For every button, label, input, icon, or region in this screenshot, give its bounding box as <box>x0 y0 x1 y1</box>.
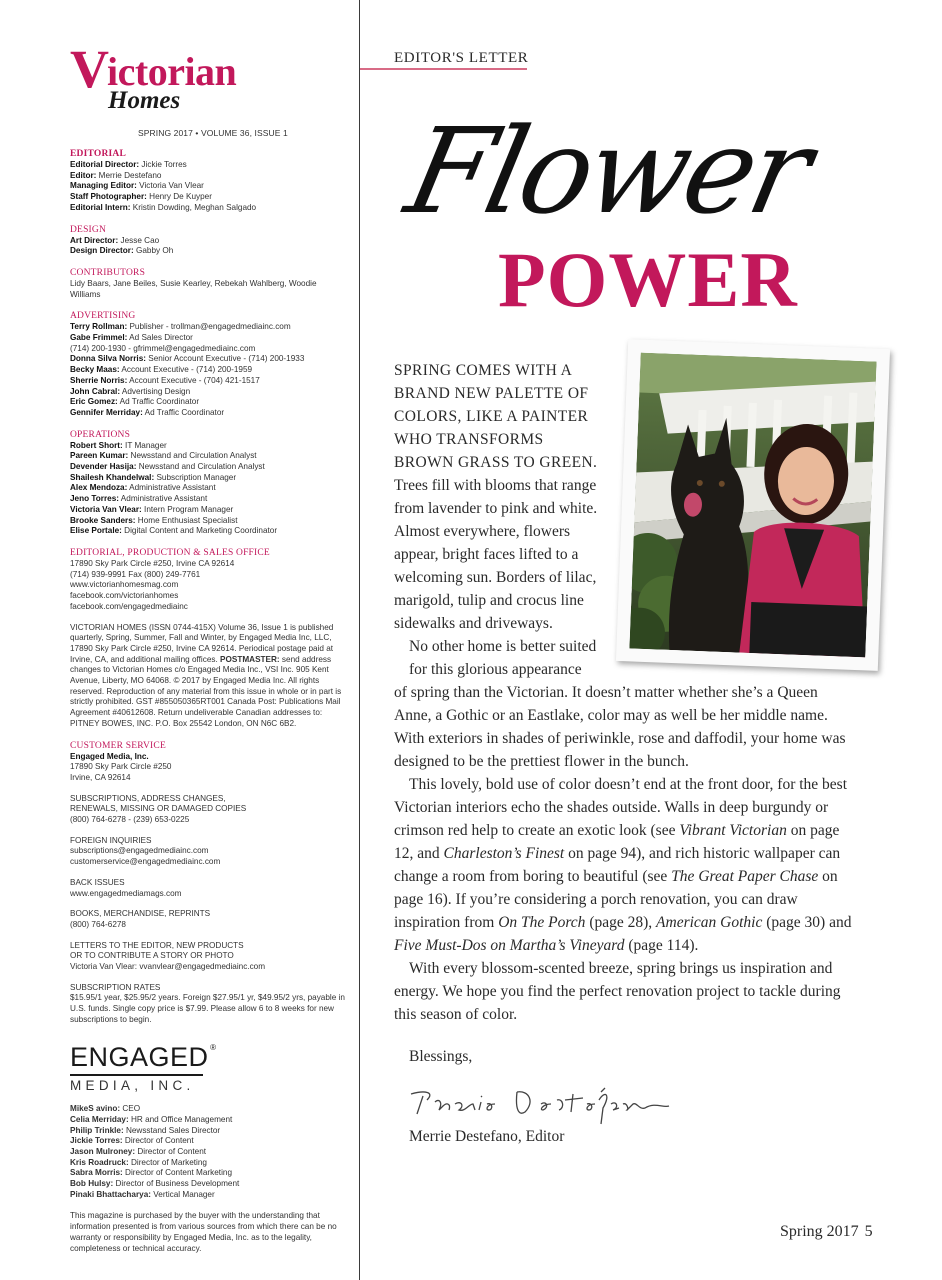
staff-row: facebook.com/victorianhomes <box>70 591 179 601</box>
staff-row: Robert Short: IT Manager <box>70 440 167 450</box>
staff-sections <box>70 149 345 613</box>
corporate-staff-row: Jason Mulroney: Director of Content <box>70 1146 207 1156</box>
title-power: POWER <box>498 236 798 323</box>
corporate-staff-row: Sabra Morris: Director of Content Marketing <box>70 1168 232 1178</box>
staff-row: Gabe Frimmel: Ad Sales Director <box>70 333 193 343</box>
corporate-staff <box>70 1104 345 1200</box>
text-line: SPRING COMES WITH A <box>394 362 573 379</box>
staff-row: Managing Editor: Victoria Van Vlear <box>70 181 204 191</box>
letter-body <box>394 359 854 1026</box>
text-line: Almost everywhere, flowers <box>394 523 571 540</box>
signature-text: Merrie Destefano <box>405 1080 413 1081</box>
text-line: BROWN GRASS TO GREEN. <box>394 454 598 471</box>
column-divider <box>359 0 360 1280</box>
section-label: EDITOR'S LETTER <box>394 50 529 66</box>
staff-row: Editor: Merrie Destefano <box>70 170 162 180</box>
info-block: BACK ISSUES www.engagedmediamags.com <box>70 877 182 898</box>
corporate-staff-row: MikeS avino: CEO <box>70 1104 141 1114</box>
staff-row: 17890 Sky Park Circle #250, Irvine CA 92614 <box>70 558 235 568</box>
masthead-section <box>70 548 345 613</box>
text-line: WHO TRANSFORMS <box>394 431 544 448</box>
text-line: marigold, tulip and crocus line <box>394 592 584 609</box>
paragraph-3: This lovely, bold use of color doesn’t end at the front door, for the best Victorian interiors echo the shades outside. Walls in deep burgundy or crimson red help to create an exotic look (see Vibrant Victorian on page 12, and Charleston’s Finest on page 94), and rich historic wallpaper can change a room from boring to beautiful (see The Great Paper Chase on page 16). If you’re considering a porch renovation, you can draw inspiration from On The Porch (page 28), American Gothic (page 30) and Five Must-Dos on Martha’s Vineyard (page 114). <box>394 776 852 954</box>
text-line: sidewalks and driveways. <box>394 615 553 632</box>
corporate-staff-row: Philip Trinkle: Newsstand Sales Director <box>70 1125 221 1135</box>
info-block: BOOKS, MERCHANDISE, REPRINTS (800) 764-6278 <box>70 909 211 929</box>
staff-row: Art Director: Jesse Cao <box>70 235 160 245</box>
section-heading: EDITORIAL <box>70 149 127 159</box>
masthead-section <box>70 225 345 257</box>
staff-row: Becky Maas: Account Executive - (714) 200-1959 <box>70 365 253 375</box>
staff-row: Donna Silva Norris: Senior Account Executive - (714) 200-1933 <box>70 354 305 364</box>
logo-initial: V <box>70 39 109 99</box>
opening-paragraph-lead <box>394 359 612 474</box>
paragraph-2-wide: of spring than the Victorian. It doesn’t matter whether she’s a Queen Anne, a Gothic or an Eastlake, color may as well be her middle name. With exteriors in shades of periwinkle, rose and daffodil, your home was designed to be the prettiest flower in the bunch. <box>394 684 846 770</box>
issue-line: SPRING 2017 • VOLUME 36, ISSUE 1 <box>138 128 288 138</box>
info-block: SUBSCRIPTION RATES $15.95/1 year, $25.95/2 years. Foreign $27.95/1 yr, $49.95/2 yrs, payable in U.S. funds. Single copy price is $7.99. Please allow 6 to 8 weeks for new subscriptions to begin. <box>70 982 345 1024</box>
editor-name: Merrie Destefano, Editor <box>409 1128 565 1145</box>
staff-row: Devender Hasija: Newsstand and Circulation Analyst <box>70 462 265 472</box>
staff-row: Shailesh Khandelwal: Subscription Manager <box>70 472 237 482</box>
corporate-staff-row: Celia Merriday: HR and Office Management <box>70 1114 233 1124</box>
staff-row: Sherrie Norris: Account Executive - (704) 421-1517 <box>70 375 260 385</box>
title-script: Flower <box>395 102 820 240</box>
staff-row: Pareen Kumar: Newsstand and Circulation Analyst <box>70 451 257 461</box>
text-line: Trees fill with blooms that range <box>394 477 597 494</box>
staff-row: Jeno Torres: Administrative Assistant <box>70 494 208 504</box>
page-folio <box>780 1223 873 1241</box>
staff-row: Alex Mendoza: Administrative Assistant <box>70 483 216 493</box>
info-block: SUBSCRIPTIONS, ADDRESS CHANGES, RENEWALS, MISSING OR DAMAGED COPIES (800) 764-6278 - (239) 653-0225 <box>70 793 247 825</box>
logo-subtitle: Homes <box>108 87 181 114</box>
corporate-staff-row: Pinaki Bhattacharya: Vertical Manager <box>70 1189 215 1199</box>
contact-info-blocks <box>70 794 345 1026</box>
masthead-section <box>70 149 345 214</box>
staff-row: Staff Photographer: Henry De Kuyper <box>70 192 212 202</box>
masthead <box>70 39 345 1254</box>
text-line: appear, bright faces lifted to a <box>394 546 579 563</box>
text-line: welcoming sun. Borders of lilac, <box>394 569 597 586</box>
text-line: for this glorious appearance <box>409 661 582 678</box>
section-heading: OPERATIONS <box>70 429 131 440</box>
staff-row: Eric Gomez: Ad Traffic Coordinator <box>70 397 200 407</box>
corporate-staff-row: Kris Roadruck: Director of Marketing <box>70 1157 207 1167</box>
staff-row: facebook.com/engagedmediainc <box>70 601 188 611</box>
corporate-staff-row: Jickie Torres: Director of Content <box>70 1136 194 1146</box>
logo-wordmark: ictorian <box>107 49 237 94</box>
section-heading: DESIGN <box>70 224 107 235</box>
section-heading: CUSTOMER SERVICE <box>70 740 166 751</box>
staff-row: John Cabral: Advertising Design <box>70 386 191 396</box>
section-heading: CONTRIBUTORS <box>70 267 146 278</box>
masthead-section <box>70 430 345 537</box>
legal-notice: VICTORIAN HOMES (ISSN 0744-415X) Volume 36, Issue 1 is published quarterly, Spring, Summer, Fall and Winter, by Engaged Media Inc, LLC, 17890 Sky Park Circle #250, Irvine CA 92614. Periodical postage paid at Irvine, CA, and additional mailing offices. POSTMASTER: send address changes to Victorian Homes c/o Engaged Media Inc., VSI Inc. 905 Kent Avenue, Liberty, MO 64068. © 2017 by Engaged Media Inc. All rights reserved. Reproduction of any material from this issue in whole or in part is strictly prohibited. GST #855050365RT001 Canada Post: Publications Mail Agreement #40612608. Return undeliverable Canadian addresses to: PITNEY BOWES, INC. P.O. Box 25542 London, ON N6C 6B2. <box>70 622 342 728</box>
text-line: COLORS, LIKE A PAINTER <box>394 408 589 425</box>
customer-service: CUSTOMER SERVICE Engaged Media, Inc. 17890 Sky Park Circle #250 Irvine, CA 92614 <box>70 741 345 784</box>
opening-paragraph-body <box>394 474 612 635</box>
paragraph-2-narrow <box>394 635 612 681</box>
masthead-section <box>70 268 345 300</box>
info-block: LETTERS TO THE EDITOR, NEW PRODUCTS OR TO CONTRIBUTE A STORY OR PHOTO Victoria Van Vlear: vvanvlear@engagedmediainc.com <box>70 940 266 972</box>
section-heading: ADVERTISING <box>70 311 136 322</box>
staff-row: (714) 939-9991 Fax (800) 249-7761 <box>70 569 201 579</box>
closing: Blessings, <box>409 1048 473 1065</box>
editor-signature <box>405 1080 675 1130</box>
disclaimer: This magazine is purchased by the buyer with the understanding that information presented is from various sources from which there can be no warranty or responsibility by Engaged Media, Inc. as to the legality, completeness or technical accuracy. <box>70 1211 337 1253</box>
section-heading: EDITORIAL, PRODUCTION & SALES OFFICE <box>70 547 270 558</box>
engaged-media-logo: ENGAGED ® MEDIA, INC. <box>70 1041 217 1093</box>
staff-row: Elise Portale: Digital Content and Marketing Coordinator <box>70 526 278 536</box>
staff-row: Editorial Intern: Kristin Dowding, Meghan Salgado <box>70 202 257 212</box>
corporate-staff-row: Bob Hulsy: Director of Business Development <box>70 1179 240 1189</box>
staff-row: Gennifer Merriday: Ad Traffic Coordinator <box>70 407 225 417</box>
text-line: from lavender to pink and white. <box>394 500 598 517</box>
staff-row: (714) 200-1930 - gfrimmel@engagedmediainc.com <box>70 343 256 353</box>
staff-row: Lidy Baars, Jane Beiles, Susie Kearley, Rebekah Wahlberg, Woodie Williams <box>70 278 317 299</box>
staff-row: www.victorianhomesmag.com <box>70 580 179 590</box>
paragraph-4: With every blossom-scented breeze, spring brings us inspiration and energy. We hope you find the perfect renovation project to tackle during this season of color. <box>394 960 841 1023</box>
folio-season: Spring 2017 <box>780 1223 859 1240</box>
page-number: 5 <box>864 1223 873 1240</box>
section-rule <box>360 68 527 70</box>
staff-row: Brooke Sanders: Home Enthusiast Specialist <box>70 515 238 525</box>
victorian-homes-logo <box>70 39 345 118</box>
staff-row: Terry Rollman: Publisher - trollman@engagedmediainc.com <box>70 322 291 332</box>
masthead-section <box>70 311 345 418</box>
staff-row: Victoria Van Vlear: Intern Program Manager <box>70 504 234 514</box>
staff-row: Editorial Director: Jickie Torres <box>70 160 187 169</box>
info-block: FOREIGN INQUIRIES subscriptions@engagedmediainc.com customerservice@engagedmediainc.com <box>70 835 221 867</box>
text-line: No other home is better suited <box>409 638 597 655</box>
text-line: BRAND NEW PALETTE OF <box>394 385 589 402</box>
staff-row: Design Director: Gabby Oh <box>70 246 174 256</box>
